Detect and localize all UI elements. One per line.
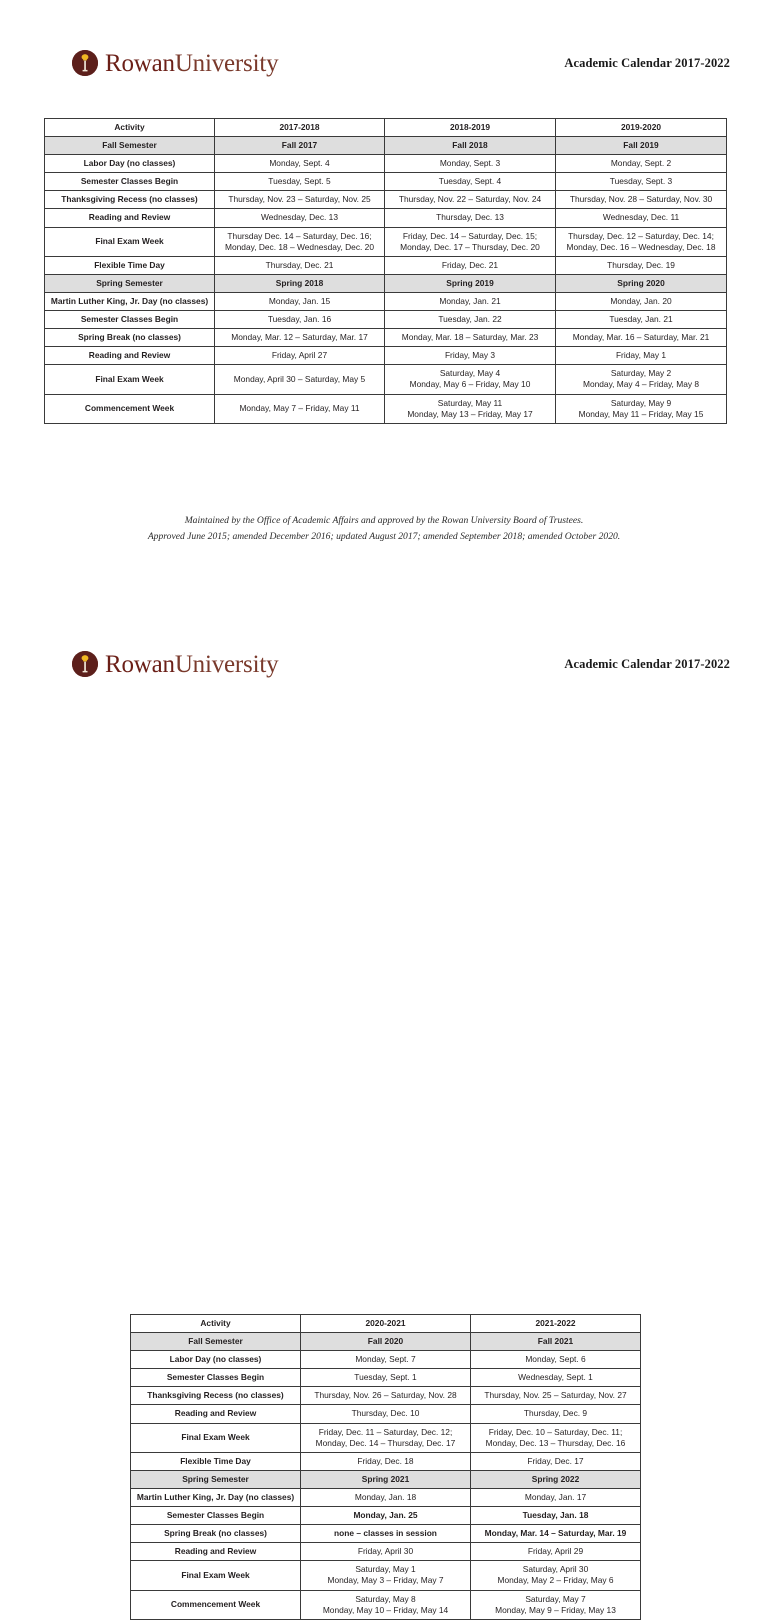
page-one-footnote [0,513,768,544]
academic-calendar-table-2020-2022 [130,1314,641,1620]
table-section-row [131,1470,641,1488]
row-value: Fall 2019 [556,137,727,155]
table-row [131,1405,641,1423]
row-label: Reading and Review [131,1405,301,1423]
table-row [45,155,727,173]
row-value: Friday, Dec. 11 – Saturday, Dec. 12; Monday, Dec. 14 – Thursday, Dec. 17 [301,1423,471,1452]
row-value: Tuesday, Sept. 3 [556,173,727,191]
row-value: Thursday, Dec. 10 [301,1405,471,1423]
row-value: Tuesday, Jan. 22 [385,311,556,329]
row-label: Martin Luther King, Jr. Day (no classes) [131,1488,301,1506]
row-value: Fall 2020 [301,1333,471,1351]
row-value: Monday, April 30 – Saturday, May 5 [215,365,385,394]
row-value: Friday, Dec. 14 – Saturday, Dec. 15; Monday, Dec. 17 – Thursday, Dec. 20 [385,227,556,256]
table-row [131,1351,641,1369]
row-label: Semester Classes Begin [131,1507,301,1525]
row-value: Thursday, Dec. 13 [385,209,556,227]
logo-wordmark [105,51,278,76]
table-row [131,1561,641,1590]
table-row [131,1387,641,1405]
row-label: Spring Break (no classes) [45,329,215,347]
row-label: Final Exam Week [131,1423,301,1452]
row-value: Tuesday, Sept. 5 [215,173,385,191]
column-header: 2018-2019 [385,119,556,137]
logo-wordmark-second [105,652,278,677]
row-label: Final Exam Week [45,227,215,256]
table-section-row [45,137,727,155]
row-value: Spring 2018 [215,274,385,292]
footnote-line-two: Approved June 2015; amended December 2016; updated August 2017; amended September 2018; amended October 2020. [147,530,621,542]
row-label: Semester Classes Begin [131,1369,301,1387]
row-value: Tuesday, Jan. 21 [556,311,727,329]
row-value: Spring 2020 [556,274,727,292]
logo-word-university: University [174,49,279,77]
row-value: Saturday, May 4 Monday, May 6 – Friday, May 10 [385,365,556,394]
row-value: Thursday, Dec. 19 [556,256,727,274]
column-header: Activity [45,119,215,137]
row-value: Monday, Jan. 20 [556,292,727,310]
row-value: Saturday, April 30 Monday, May 2 – Friday, May 6 [471,1561,641,1590]
row-value: Fall 2018 [385,137,556,155]
table-row [131,1369,641,1387]
row-value: Monday, Mar. 16 – Saturday, Mar. 21 [556,329,727,347]
rowan-university-logo [72,50,278,76]
row-value: Monday, Sept. 6 [471,1351,641,1369]
row-value: Monday, Sept. 4 [215,155,385,173]
row-value: Friday, Dec. 17 [471,1452,641,1470]
row-value: Thursday, Dec. 9 [471,1405,641,1423]
row-value: Monday, Jan. 21 [385,292,556,310]
row-value: Spring 2019 [385,274,556,292]
row-value: Saturday, May 1 Monday, May 3 – Friday, May 7 [301,1561,471,1590]
row-label: Commencement Week [45,394,215,423]
row-value: Fall 2021 [471,1333,641,1351]
table-row [131,1590,641,1619]
row-value: Friday, May 3 [385,347,556,365]
row-label: Flexible Time Day [131,1452,301,1470]
table-row [45,347,727,365]
column-header: 2020-2021 [301,1315,471,1333]
row-value: Thursday, Nov. 26 – Saturday, Nov. 28 [301,1387,471,1405]
row-label: Martin Luther King, Jr. Day (no classes) [45,292,215,310]
row-value: Monday, Mar. 14 – Saturday, Mar. 19 [471,1525,641,1543]
table-row [45,227,727,256]
table-row [131,1507,641,1525]
row-value: Monday, Mar. 12 – Saturday, Mar. 17 [215,329,385,347]
rowan-university-logo-second [72,651,278,677]
row-label: Spring Semester [45,274,215,292]
row-value: Friday, May 1 [556,347,727,365]
row-value: Monday, May 7 – Friday, May 11 [215,394,385,423]
row-value: Thursday, Dec. 12 – Saturday, Dec. 14; Monday, Dec. 16 – Wednesday, Dec. 18 [556,227,727,256]
row-value: Saturday, May 2 Monday, May 4 – Friday, May 8 [556,365,727,394]
row-label: Fall Semester [45,137,215,155]
row-value: Wednesday, Sept. 1 [471,1369,641,1387]
row-value: Fall 2017 [215,137,385,155]
row-value: Friday, Dec. 10 – Saturday, Dec. 11; Monday, Dec. 13 – Thursday, Dec. 16 [471,1423,641,1452]
row-value: Saturday, May 7 Monday, May 9 – Friday, May 13 [471,1590,641,1619]
table-one-body [45,119,727,424]
logo-word-rowan: Rowan [105,650,175,678]
table-row [131,1543,641,1561]
row-value: Monday, Sept. 2 [556,155,727,173]
row-label: Flexible Time Day [45,256,215,274]
row-value: Tuesday, Sept. 4 [385,173,556,191]
table-two-body [131,1315,641,1620]
table-row [131,1452,641,1470]
row-label: Spring Semester [131,1470,301,1488]
row-value: Friday, Dec. 21 [385,256,556,274]
row-label: Labor Day (no classes) [45,155,215,173]
row-label: Commencement Week [131,1590,301,1619]
row-label: Reading and Review [45,347,215,365]
row-value: Monday, Jan. 17 [471,1488,641,1506]
page-one-title: Academic Calendar 2017-2022 [564,55,730,70]
row-label: Reading and Review [45,209,215,227]
row-value: Monday, Jan. 18 [301,1488,471,1506]
torch-icon [72,50,98,76]
torch-icon [72,651,98,677]
row-label: Semester Classes Begin [45,173,215,191]
column-header: Activity [131,1315,301,1333]
row-value: Friday, April 29 [471,1543,641,1561]
table-row [45,311,727,329]
row-value: Monday, Mar. 18 – Saturday, Mar. 23 [385,329,556,347]
academic-calendar-table-2020-2022-wrapper [130,1314,640,1620]
row-value: Monday, Sept. 3 [385,155,556,173]
row-label: Spring Break (no classes) [131,1525,301,1543]
row-value: Saturday, May 11 Monday, May 13 – Friday, May 17 [385,394,556,423]
row-value: Thursday, Nov. 25 – Saturday, Nov. 27 [471,1387,641,1405]
table-header-row [45,119,727,137]
table-row [45,173,727,191]
row-value: Saturday, May 9 Monday, May 11 – Friday, May 15 [556,394,727,423]
page-one [0,0,768,615]
row-label: Reading and Review [131,1543,301,1561]
row-label: Final Exam Week [131,1561,301,1590]
row-value: Tuesday, Jan. 18 [471,1507,641,1525]
row-value: Friday, Dec. 18 [301,1452,471,1470]
row-value: Monday, Jan. 25 [301,1507,471,1525]
logo-word-university: University [174,650,279,678]
table-row [45,365,727,394]
row-value: Wednesday, Dec. 11 [556,209,727,227]
row-label: Thanksgiving Recess (no classes) [45,191,215,209]
row-value: Friday, April 27 [215,347,385,365]
table-row [45,329,727,347]
row-value: Thursday, Nov. 28 – Saturday, Nov. 30 [556,191,727,209]
table-row [45,394,727,423]
table-row [131,1423,641,1452]
row-value: Saturday, May 8 Monday, May 10 – Friday, May 14 [301,1590,471,1619]
row-value: none – classes in session [301,1525,471,1543]
row-label: Fall Semester [131,1333,301,1351]
table-header-row [131,1315,641,1333]
row-value: Friday, April 30 [301,1543,471,1561]
row-value: Thursday, Dec. 21 [215,256,385,274]
row-value: Spring 2022 [471,1470,641,1488]
table-row [131,1488,641,1506]
footnote-line-one: Maintained by the Office of Academic Affairs and approved by the Rowan University Board of Trustees. [184,515,584,526]
row-value: Spring 2021 [301,1470,471,1488]
academic-calendar-table-2017-2020 [44,118,727,424]
row-label: Labor Day (no classes) [131,1351,301,1369]
row-label: Final Exam Week [45,365,215,394]
table-section-row [45,274,727,292]
table-row [45,256,727,274]
logo-word-rowan: Rowan [105,49,175,77]
row-label: Thanksgiving Recess (no classes) [131,1387,301,1405]
row-value: Tuesday, Jan. 16 [215,311,385,329]
page-one-header [0,0,768,76]
row-value: Monday, Sept. 7 [301,1351,471,1369]
column-header: 2021-2022 [471,1315,641,1333]
table-row [45,209,727,227]
column-header: 2019-2020 [556,119,727,137]
page-two-title: Academic Calendar 2017-2022 [564,656,730,671]
page-two-header [0,615,768,677]
row-value: Thursday Dec. 14 – Saturday, Dec. 16; Monday, Dec. 18 – Wednesday, Dec. 20 [215,227,385,256]
page-two [0,615,768,1615]
row-label: Semester Classes Begin [45,311,215,329]
row-value: Thursday, Nov. 22 – Saturday, Nov. 24 [385,191,556,209]
academic-calendar-table-2017-2020-wrapper [44,118,726,424]
row-value: Monday, Jan. 15 [215,292,385,310]
row-value: Tuesday, Sept. 1 [301,1369,471,1387]
table-row [45,292,727,310]
table-row [45,191,727,209]
table-section-row [131,1333,641,1351]
row-value: Wednesday, Dec. 13 [215,209,385,227]
row-value: Thursday, Nov. 23 – Saturday, Nov. 25 [215,191,385,209]
column-header: 2017-2018 [215,119,385,137]
table-row [131,1525,641,1543]
